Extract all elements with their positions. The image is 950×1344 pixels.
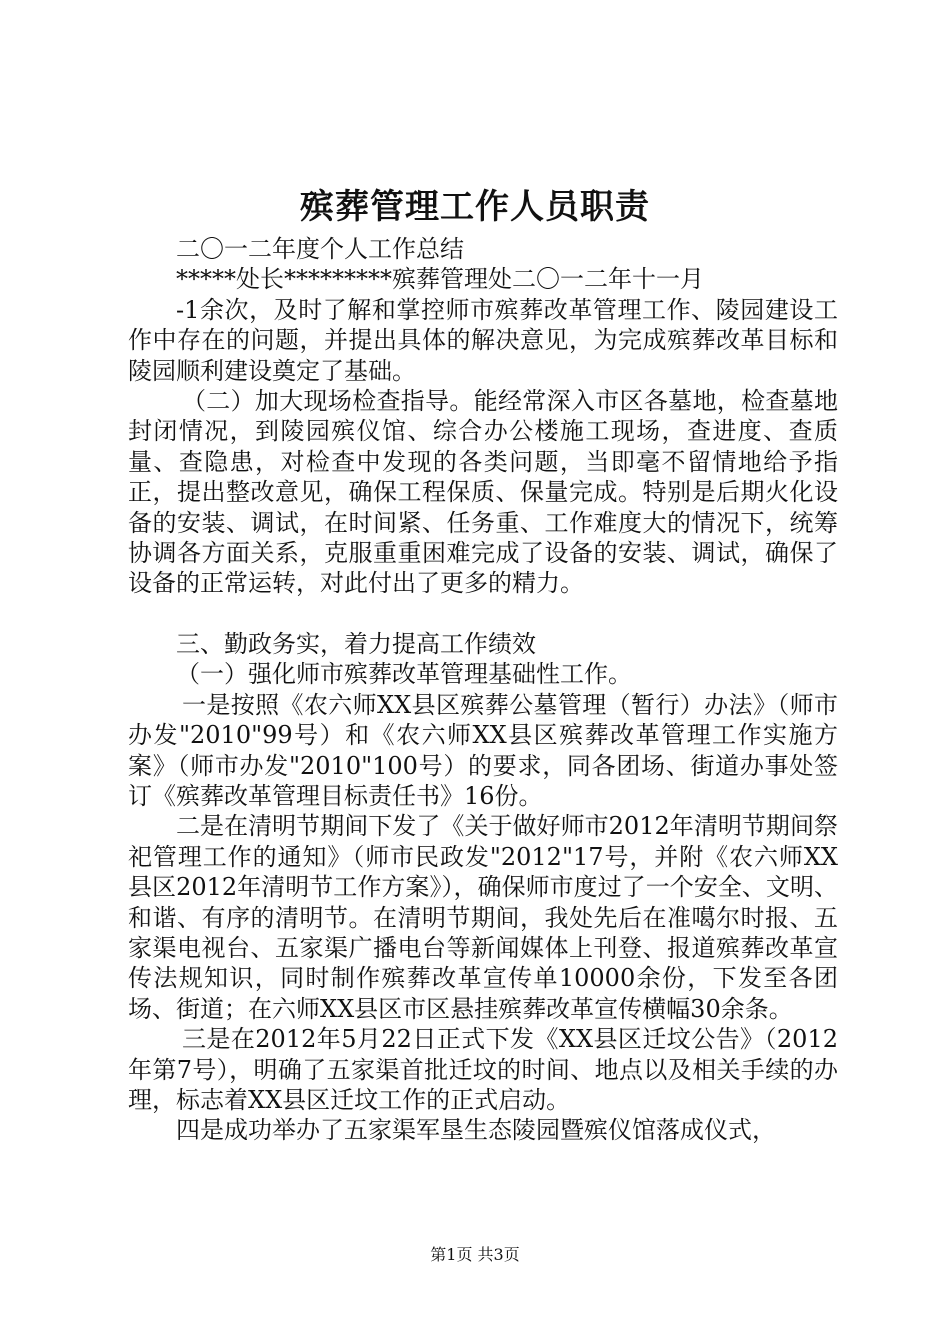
paragraph-section-three-heading: 三、勤政务实，着力提高工作绩效 [176,629,536,658]
paragraph-item-four: 四是成功举办了五家渠军垦生态陵园暨殡仪馆落成仪式， [176,1116,776,1145]
paragraph-gap [128,599,838,629]
paragraph-intro: -1余次，及时了解和掌控师市殡葬改革管理工作、陵园建设工作中存在的问题，并提出具体的解决意见，为完成殡葬改革目标和陵园顺利建设奠定了基础。 [128,295,838,385]
paragraph-author-line: *****处长*********殡葬管理处二〇一二年十一月 [176,265,704,294]
paragraph-summary-heading: 二〇一二年度个人工作总结 [176,235,464,263]
paragraph-subsection-one: （一）强化师市殡葬改革管理基础性工作。 [176,660,632,689]
paragraph-item-three: 三是在2012年5月22日正式下发《XX县区迁坟公告》（2012年第7号），明确了五家渠首批迁坟的时间、地点以及相关手续的办理，标志着XX县区迁坟工作的正式启动。 [128,1025,838,1114]
document-body [128,234,838,1146]
document-title: 殡葬管理工作人员职责 [300,187,650,227]
paragraph-section-two: （二）加大现场检查指导。能经常深入市区各墓地，检查墓地封闭情况，到陵园殡仪馆、综合办公楼施工现场，查进度、查质量、查隐患，对检查中发现的各类问题，当即毫不留情地给予指正，提出整改意见，确保工程保质、保量完成。特别是后期火化设备的安装、调试，在时间紧、任务重、工作难度大的情况下，统筹协调各方面关系，克服重重困难完成了设备的安装、调试，确保了设备的正常运转，对此付出了更多的精力。 [128,387,838,598]
page-number-footer: 第1页 共3页 [430,1245,520,1264]
paragraph-item-two: 二是在清明节期间下发了《关于做好师市2012年清明节期间祭祀管理工作的通知》（师市民政发"2012"17号，并附《农六师XX县区2012年清明节工作方案》），确保师市度过了一个安全、文明、和谐、有序的清明节。在清明节期间，我处先后在准噶尔时报、五家渠电视台、五家渠广播电台等新闻媒体上刊登、报道殡葬改革宣传法规知识，同时制作殡葬改革宣传单10000余份，下发至各团场、街道；在六师XX县区市区悬挂殡葬改革宣传横幅30余条。 [128,812,838,1023]
paragraph-item-one: 一是按照《农六师XX县区殡葬公墓管理（暂行）办法》（师市办发"2010"99号）和《农六师XX县区殡葬改革管理工作实施方案》（师市办发"2010"100号）的要求，同各团场、街道办事处签订《殡葬改革管理目标责任书》16份。 [128,690,838,810]
